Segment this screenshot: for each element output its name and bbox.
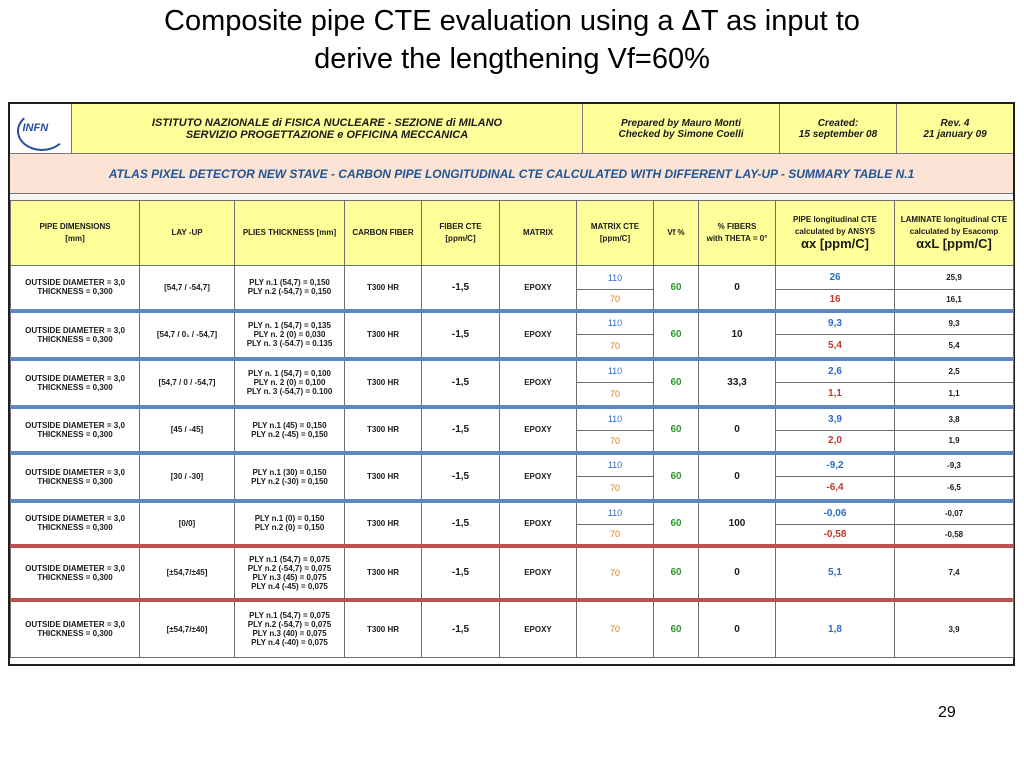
cell-pipe-cte: 26 bbox=[776, 266, 895, 290]
cell-plies: PLY n.1 (0) = 0,150 PLY n.2 (0) = 0,150 bbox=[235, 501, 345, 546]
cell-pipe-cte: -0,06 bbox=[776, 501, 895, 525]
cell-laminate-cte: 7,4 bbox=[895, 546, 1014, 600]
created-cell bbox=[780, 104, 897, 154]
cell-vf: 60 bbox=[654, 501, 699, 546]
cell-layup: [±54,7/±45] bbox=[140, 546, 235, 600]
table-row bbox=[11, 266, 1014, 290]
cell-plies: PLY n.1 (54,7) = 0,150 PLY n.2 (-54,7) = 0,150 bbox=[235, 266, 345, 311]
cell-matrix-cte: 70 bbox=[577, 546, 654, 600]
cell-laminate-cte: 2,5 bbox=[895, 359, 1014, 383]
col-pipe-cte: PIPE longitudinal CTE calculated by ANSYS αx [ppm/C] bbox=[776, 201, 895, 266]
institute-cell bbox=[72, 104, 583, 154]
cell-pipe-cte: 1,8 bbox=[776, 600, 895, 658]
cell-layup: [0/0] bbox=[140, 501, 235, 546]
cell-pipe-dimensions: OUTSIDE DIAMETER = 3,0 THICKNESS = 0,300 bbox=[11, 266, 140, 311]
table-row bbox=[11, 546, 1014, 600]
cell-pipe-cte: -0,58 bbox=[776, 525, 895, 546]
cell-fiber-cte: -1,5 bbox=[422, 600, 500, 658]
cell-pipe-cte: -9,2 bbox=[776, 453, 895, 477]
table-row bbox=[11, 600, 1014, 658]
cell-plies: PLY n. 1 (54,7) = 0,135 PLY n. 2 (0) = 0,030 PLY n. 3 (-54.7) = 0.135 bbox=[235, 311, 345, 359]
table-row bbox=[11, 407, 1014, 431]
revision-cell bbox=[897, 104, 1013, 154]
rev-label: Rev. 4 bbox=[940, 117, 970, 129]
slide-title-line-1: Composite pipe CTE evaluation using a ΔT as input to bbox=[164, 5, 860, 37]
cell-matrix: EPOXY bbox=[500, 600, 577, 658]
cell-pipe-dimensions: OUTSIDE DIAMETER = 3,0 THICKNESS = 0,300 bbox=[11, 453, 140, 501]
col-matrix: MATRIX bbox=[500, 201, 577, 266]
page-number: 29 bbox=[938, 704, 956, 721]
cell-pipe-cte: 9,3 bbox=[776, 311, 895, 335]
col-laminate-cte: LAMINATE longitudinal CTE calculated by Esacomp αxL [ppm/C] bbox=[895, 201, 1014, 266]
cell-laminate-cte: -0,07 bbox=[895, 501, 1014, 525]
cell-fibers-theta: 10 bbox=[699, 311, 776, 359]
table-header-row bbox=[11, 201, 1014, 266]
cell-plies: PLY n. 1 (54,7) = 0,100 PLY n. 2 (0) = 0,100 PLY n. 3 (-54,7) = 0.100 bbox=[235, 359, 345, 407]
cell-matrix: EPOXY bbox=[500, 453, 577, 501]
cell-fiber-cte: -1,5 bbox=[422, 501, 500, 546]
cell-laminate-cte: 9,3 bbox=[895, 311, 1014, 335]
cell-matrix: EPOXY bbox=[500, 501, 577, 546]
cell-layup: [54,7 / -54,7] bbox=[140, 266, 235, 311]
cell-carbon-fiber: T300 HR bbox=[345, 311, 422, 359]
created-date: 15 september 08 bbox=[798, 128, 878, 140]
cell-pipe-cte: -6,4 bbox=[776, 477, 895, 501]
cell-fibers-theta: 33,3 bbox=[699, 359, 776, 407]
cell-pipe-cte: 1,1 bbox=[776, 383, 895, 407]
infn-logo-cell bbox=[10, 104, 72, 154]
cell-fibers-theta: 0 bbox=[699, 453, 776, 501]
cell-pipe-dimensions: OUTSIDE DIAMETER = 3,0 THICKNESS = 0,300 bbox=[11, 407, 140, 453]
cell-carbon-fiber: T300 HR bbox=[345, 600, 422, 658]
cell-pipe-cte: 2,0 bbox=[776, 431, 895, 453]
cell-laminate-cte: 3,9 bbox=[895, 600, 1014, 658]
col-layup: LAY -UP bbox=[140, 201, 235, 266]
cell-pipe-cte: 16 bbox=[776, 290, 895, 311]
cell-fibers-theta: 0 bbox=[699, 407, 776, 453]
cell-fiber-cte: -1,5 bbox=[422, 546, 500, 600]
rev-date: 21 january 09 bbox=[923, 128, 987, 140]
cell-fiber-cte: -1,5 bbox=[422, 359, 500, 407]
cell-pipe-dimensions: OUTSIDE DIAMETER = 3,0 THICKNESS = 0,300 bbox=[11, 311, 140, 359]
table-row bbox=[11, 501, 1014, 525]
cell-vf: 60 bbox=[654, 359, 699, 407]
institute-line-2: SERVIZIO PROGETTAZIONE e OFFICINA MECCANICA bbox=[185, 128, 469, 141]
cell-matrix: EPOXY bbox=[500, 407, 577, 453]
cell-pipe-dimensions: OUTSIDE DIAMETER = 3,0 THICKNESS = 0,300 bbox=[11, 600, 140, 658]
cell-matrix-cte: 70 bbox=[577, 525, 654, 546]
cell-carbon-fiber: T300 HR bbox=[345, 546, 422, 600]
cell-fibers-theta: 100 bbox=[699, 501, 776, 546]
cell-fiber-cte: -1,5 bbox=[422, 311, 500, 359]
cell-plies: PLY n.1 (54,7) = 0,075 PLY n.2 (-54,7) = 0,075 PLY n.3 (40) = 0,075 PLY n.4 (-40) = 0,075 bbox=[235, 600, 345, 658]
cell-plies: PLY n.1 (30) = 0,150 PLY n.2 (-30) = 0,150 bbox=[235, 453, 345, 501]
cell-layup: [54,7 / 0 / -54,7] bbox=[140, 359, 235, 407]
cell-layup: [45 / -45] bbox=[140, 407, 235, 453]
cell-pipe-cte: 5,4 bbox=[776, 335, 895, 359]
table-row bbox=[11, 311, 1014, 335]
cell-matrix-cte: 70 bbox=[577, 290, 654, 311]
cell-matrix-cte: 110 bbox=[577, 266, 654, 290]
cell-pipe-dimensions: OUTSIDE DIAMETER = 3,0 THICKNESS = 0,300 bbox=[11, 546, 140, 600]
cell-vf: 60 bbox=[654, 600, 699, 658]
cell-matrix-cte: 110 bbox=[577, 501, 654, 525]
cell-layup: [±54,7/±40] bbox=[140, 600, 235, 658]
cell-laminate-cte: 1,9 bbox=[895, 431, 1014, 453]
summary-title: ATLAS PIXEL DETECTOR NEW STAVE - CARBON PIPE LONGITUDINAL CTE CALCULATED WITH DIFFERENT LAY-UP - SUMMARY TABLE N.1 bbox=[10, 154, 1013, 194]
infn-logo-icon bbox=[15, 109, 67, 149]
cell-vf: 60 bbox=[654, 311, 699, 359]
cell-pipe-cte: 5,1 bbox=[776, 546, 895, 600]
table-row bbox=[11, 359, 1014, 383]
cell-matrix-cte: 70 bbox=[577, 431, 654, 453]
cell-pipe-cte: 2,6 bbox=[776, 359, 895, 383]
cell-fibers-theta: 0 bbox=[699, 600, 776, 658]
summary-document bbox=[8, 102, 1015, 666]
slide-title-line-2: derive the lengthening Vf=60% bbox=[314, 43, 710, 75]
cell-fibers-theta: 0 bbox=[699, 546, 776, 600]
prepared-by: Prepared by Mauro Monti bbox=[620, 117, 741, 129]
cell-matrix: EPOXY bbox=[500, 266, 577, 311]
cell-matrix: EPOXY bbox=[500, 359, 577, 407]
cell-pipe-dimensions: OUTSIDE DIAMETER = 3,0 THICKNESS = 0,300 bbox=[11, 501, 140, 546]
col-fibers-theta: % FIBERS with THETA = 0° bbox=[699, 201, 776, 266]
cell-carbon-fiber: T300 HR bbox=[345, 501, 422, 546]
document-header bbox=[10, 104, 1013, 154]
cell-vf: 60 bbox=[654, 453, 699, 501]
cell-matrix-cte: 70 bbox=[577, 383, 654, 407]
cell-laminate-cte: 5,4 bbox=[895, 335, 1014, 359]
cell-carbon-fiber: T300 HR bbox=[345, 266, 422, 311]
cell-carbon-fiber: T300 HR bbox=[345, 359, 422, 407]
cell-matrix-cte: 70 bbox=[577, 600, 654, 658]
col-vf: Vf % bbox=[654, 201, 699, 266]
prepared-cell bbox=[583, 104, 780, 154]
cell-matrix-cte: 110 bbox=[577, 311, 654, 335]
cell-matrix-cte: 70 bbox=[577, 335, 654, 359]
cell-laminate-cte: 3,8 bbox=[895, 407, 1014, 431]
cell-laminate-cte: -9,3 bbox=[895, 453, 1014, 477]
cell-laminate-cte: 25,9 bbox=[895, 266, 1014, 290]
cell-fiber-cte: -1,5 bbox=[422, 453, 500, 501]
cell-matrix-cte: 110 bbox=[577, 407, 654, 431]
cte-table bbox=[10, 200, 1014, 658]
checked-by: Checked by Simone Coelli bbox=[618, 128, 744, 140]
cell-laminate-cte: -6,5 bbox=[895, 477, 1014, 501]
cell-fibers-theta: 0 bbox=[699, 266, 776, 311]
slide-title bbox=[0, 2, 1024, 78]
col-pipe-dimensions: PIPE DIMENSIONS [mm] bbox=[11, 201, 140, 266]
cell-layup: [54,7 / 0₁ / -54,7] bbox=[140, 311, 235, 359]
col-carbon-fiber: CARBON FIBER bbox=[345, 201, 422, 266]
cell-pipe-cte: 3,9 bbox=[776, 407, 895, 431]
cell-matrix: EPOXY bbox=[500, 311, 577, 359]
cell-matrix-cte: 110 bbox=[577, 359, 654, 383]
cell-matrix-cte: 110 bbox=[577, 453, 654, 477]
created-label: Created: bbox=[817, 117, 859, 129]
cell-laminate-cte: 1,1 bbox=[895, 383, 1014, 407]
cell-carbon-fiber: T300 HR bbox=[345, 407, 422, 453]
col-fiber-cte: FIBER CTE [ppm/C] bbox=[422, 201, 500, 266]
col-plies-thickness: PLIES THICKNESS [mm] bbox=[235, 201, 345, 266]
infn-logo-text: INFN bbox=[22, 121, 49, 134]
cell-matrix-cte: 70 bbox=[577, 477, 654, 501]
cell-vf: 60 bbox=[654, 266, 699, 311]
cell-plies: PLY n.1 (45) = 0,150 PLY n.2 (-45) = 0,150 bbox=[235, 407, 345, 453]
cell-vf: 60 bbox=[654, 546, 699, 600]
col-matrix-cte: MATRIX CTE [ppm/C] bbox=[577, 201, 654, 266]
cell-fiber-cte: -1,5 bbox=[422, 266, 500, 311]
table-row bbox=[11, 453, 1014, 477]
cell-laminate-cte: -0,58 bbox=[895, 525, 1014, 546]
cell-plies: PLY n.1 (54,7) = 0,075 PLY n.2 (-54,7) = 0,075 PLY n.3 (45) = 0,075 PLY n.4 (-45) = 0,075 bbox=[235, 546, 345, 600]
cell-carbon-fiber: T300 HR bbox=[345, 453, 422, 501]
cell-matrix: EPOXY bbox=[500, 546, 577, 600]
cell-laminate-cte: 16,1 bbox=[895, 290, 1014, 311]
institute-line-1: ISTITUTO NAZIONALE di FISICA NUCLEARE - SEZIONE di MILANO bbox=[151, 116, 503, 129]
cell-layup: [30 / -30] bbox=[140, 453, 235, 501]
cell-pipe-dimensions: OUTSIDE DIAMETER = 3,0 THICKNESS = 0,300 bbox=[11, 359, 140, 407]
cell-fiber-cte: -1,5 bbox=[422, 407, 500, 453]
cell-vf: 60 bbox=[654, 407, 699, 453]
